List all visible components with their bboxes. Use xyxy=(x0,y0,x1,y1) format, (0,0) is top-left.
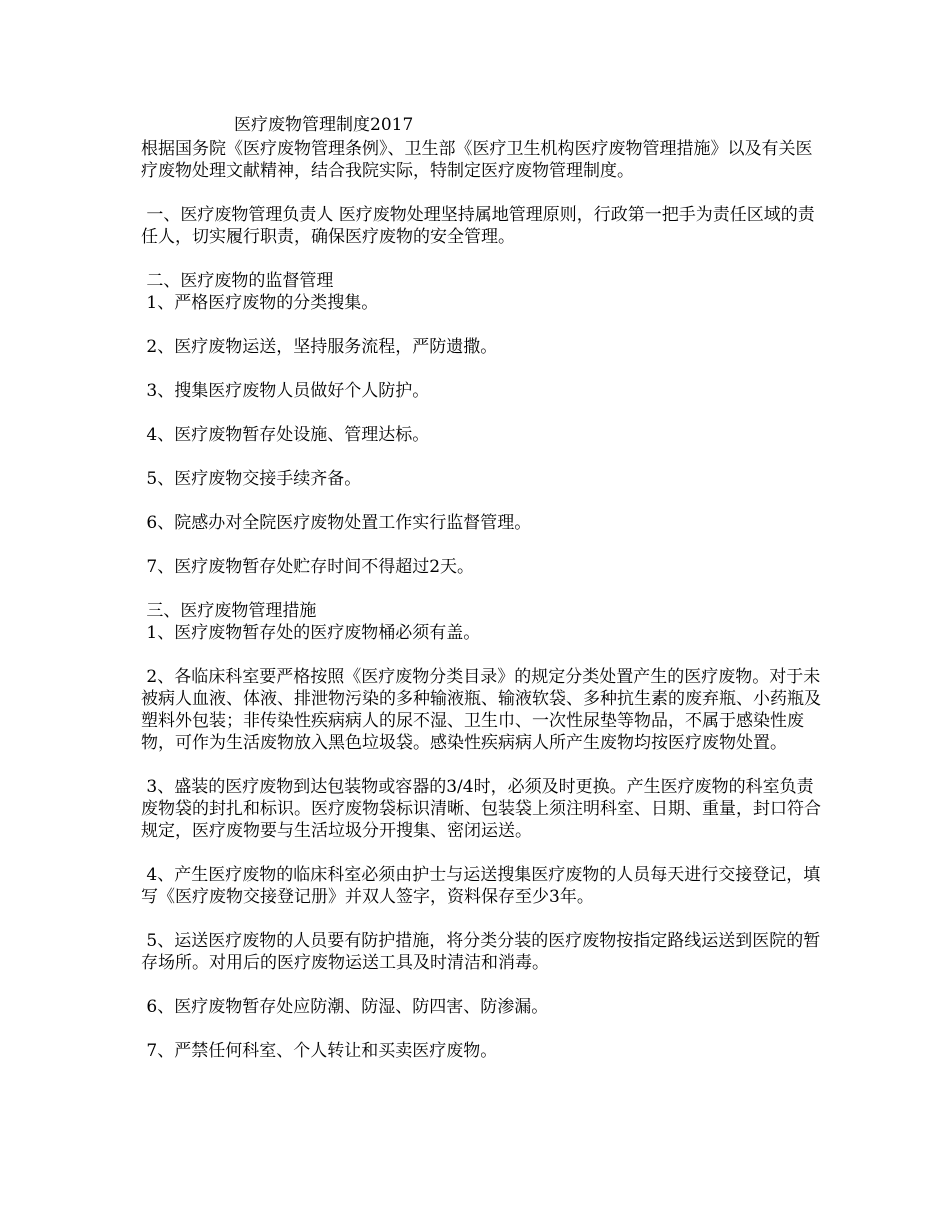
section3-item-5: 5、运送医疗废物的人员要有防护措施，将分类分装的医疗废物按指定路线运送到医院的暂存场所。对用后的医疗废物运送工具及时清洁和消毒。 xyxy=(141,931,821,973)
spacer xyxy=(141,908,821,930)
section2-item-6: 6、院感办对全院医疗废物处置工作实行监督管理。 xyxy=(141,513,532,533)
spacer xyxy=(141,754,821,776)
spacer xyxy=(141,578,821,600)
spacer xyxy=(141,974,821,996)
section3-item-1: 1、医疗废物暂存处的医疗废物桶必须有盖。 xyxy=(141,623,481,643)
section2-item-1: 1、严格医疗废物的分类搜集。 xyxy=(141,293,379,313)
section3-item-6: 6、医疗废物暂存处应防潮、防湿、防四害、防渗漏。 xyxy=(141,997,549,1017)
section2-item-4: 4、医疗废物暂存处设施、管理达标。 xyxy=(141,425,430,445)
spacer xyxy=(141,490,821,512)
spacer xyxy=(141,402,821,424)
spacer xyxy=(141,314,821,336)
spacer xyxy=(141,358,821,380)
section2-item-3: 3、搜集医疗废物人员做好个人防护。 xyxy=(141,381,430,401)
section2-item-2: 2、医疗废物运送，坚持服务流程，严防遗撒。 xyxy=(141,337,498,357)
document-page xyxy=(141,112,821,1062)
section3-item-3: 3、盛装的医疗废物到达包装物或容器的3/4时，必须及时更换。产生医疗废物的科室负责废物袋的封扎和标识。医疗废物袋标识清晰、包装袋上须注明科室、日期、重量，封口符合规定，医疗废物要与生活垃圾分开搜集、密闭运送。 xyxy=(141,777,821,841)
spacer xyxy=(141,644,821,666)
section3-heading: 三、医疗废物管理措施 xyxy=(141,601,317,621)
section2-item-7: 7、医疗废物暂存处贮存时间不得超过2天。 xyxy=(141,557,475,577)
spacer xyxy=(141,182,821,204)
spacer xyxy=(141,248,821,270)
spacer xyxy=(141,446,821,468)
section3-item-4: 4、产生医疗废物的临床科室必须由护士与运送搜集医疗废物的人员每天进行交接登记，填写《医疗废物交接登记册》并双人签字，资料保存至少3年。 xyxy=(141,865,821,907)
spacer xyxy=(141,534,821,556)
section2-heading: 二、医疗废物的监督管理 xyxy=(141,271,334,291)
spacer xyxy=(141,1018,821,1040)
section2-item-5: 5、医疗废物交接手续齐备。 xyxy=(141,469,362,489)
section1-paragraph: 一、医疗废物管理负责人 医疗废物处理坚持属地管理原则，行政第一把手为责任区域的责任人，切实履行职责，确保医疗废物的安全管理。 xyxy=(141,205,815,247)
section3-item-7: 7、严禁任何科室、个人转让和买卖医疗废物。 xyxy=(141,1041,498,1061)
intro-paragraph: 根据国务院《医疗废物管理条例》、卫生部《医疗卫生机构医疗废物管理措施》以及有关医疗废物处理文献精神，结合我院实际，特制定医疗废物管理制度。 xyxy=(141,139,813,181)
document-title: 医疗废物管理制度2017 xyxy=(234,115,414,135)
section3-item-2: 2、各临床科室要严格按照《医疗废物分类目录》的规定分类处置产生的医疗废物。对于未被病人血液、体液、排泄物污染的多种输液瓶、输液软袋、多种抗生素的废弃瓶、小药瓶及塑料外包装；非传染性疾病病人的尿不湿、卫生巾、一次性尿垫等物品，不属于感染性废物，可作为生活废物放入黑色垃圾袋。感染性疾病病人所产生废物均按医疗废物处置。 xyxy=(141,667,821,753)
spacer xyxy=(141,842,821,864)
